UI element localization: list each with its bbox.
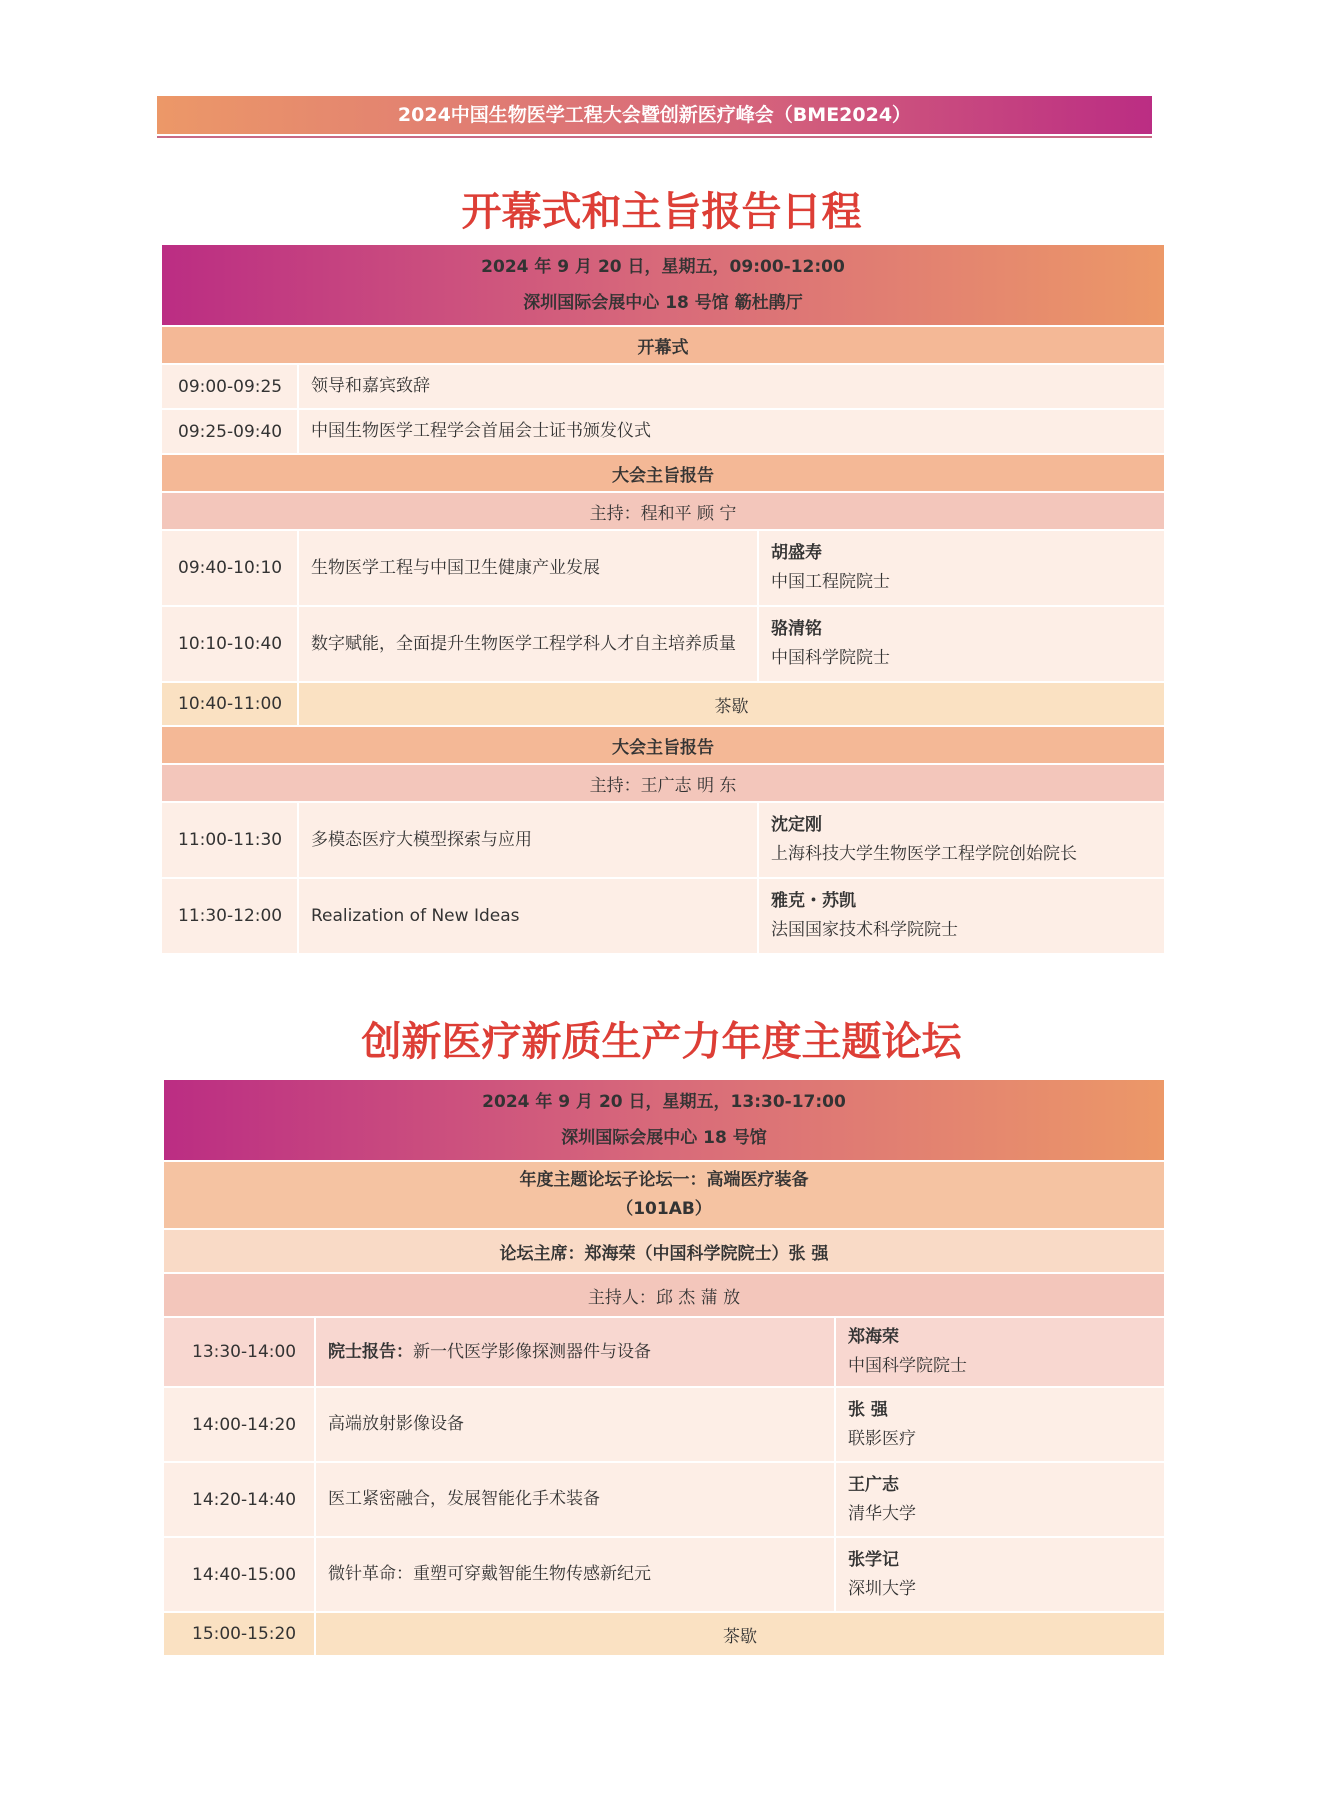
moderator-row: 主持：程和平 顾 宁 [161,492,1165,530]
speaker-cell [835,1462,1165,1537]
session-topic: 中国生物医学工程学会首届会士证书颁发仪式 [298,409,1165,454]
break-time: 10:40-11:00 [161,682,298,726]
session-topic: 微针革命：重塑可穿戴智能生物传感新纪元 [315,1537,835,1612]
section2-date: 2024 年 9 月 20 日，星期五，13:30-17:00 [482,1092,846,1112]
forum-schedule-table [162,1078,1166,1657]
conference-banner: 2024中国生物医学工程大会暨创新医疗峰会（BME2024） [157,96,1152,134]
speaker-cell [758,606,1165,682]
speaker-name: 骆清铭 [771,619,822,639]
session-topic: 多模态医疗大模型探索与应用 [298,802,758,878]
session-time: 11:00-11:30 [161,802,298,878]
table-row [161,606,1165,682]
speaker-affiliation: 联影医疗 [848,1428,916,1449]
session-time: 14:20-14:40 [163,1462,315,1537]
session-time: 09:40-10:10 [161,530,298,606]
table-row [161,802,1165,878]
session-time: 10:10-10:40 [161,606,298,682]
session-topic: 领导和嘉宾致辞 [298,364,1165,409]
section1-header [161,244,1165,326]
session-topic: 医工紧密融合，发展智能化手术装备 [315,1462,835,1537]
table-row [163,1387,1165,1462]
speaker-affiliation: 上海科技大学生物医学工程学院创始院长 [771,844,1077,864]
session-time: 14:00-14:20 [163,1387,315,1462]
section2-venue: 深圳国际会展中心 18 号馆 [561,1128,767,1148]
table-row [163,1317,1165,1387]
keynote-heading: 大会主旨报告 [161,454,1165,492]
speaker-cell [835,1317,1165,1387]
session-topic [315,1317,835,1387]
session-time: 14:40-15:00 [163,1537,315,1612]
keynote-heading: 大会主旨报告 [161,726,1165,764]
moderator-row: 主持：王广志 明 东 [161,764,1165,802]
speaker-name: 雅克・苏凯 [771,891,856,911]
tea-break-row [163,1612,1165,1656]
table-row [163,1537,1165,1612]
speaker-name: 张 强 [848,1399,888,1420]
session-topic: 高端放射影像设备 [315,1387,835,1462]
section1-title: 开幕式和主旨报告日程 [461,188,862,235]
break-label: 茶歇 [315,1612,1165,1656]
section2-header [163,1079,1165,1161]
session-topic: 数字赋能，全面提升生物医学工程学科人才自主培养质量 [298,606,758,682]
banner-divider [157,136,1152,138]
speaker-cell [758,802,1165,878]
topic-text: 新一代医学影像探测器件与设备 [413,1341,651,1362]
section2-title: 创新医疗新质生产力年度主题论坛 [361,1018,962,1065]
tea-break-row [161,682,1165,726]
speaker-name: 王广志 [848,1474,899,1495]
section1-date: 2024 年 9 月 20 日，星期五，09:00-12:00 [481,257,845,277]
speaker-name: 胡盛寿 [771,543,822,563]
table-row [161,530,1165,606]
session-topic: 生物医学工程与中国卫生健康产业发展 [298,530,758,606]
speaker-name: 张学记 [848,1549,899,1570]
speaker-affiliation: 法国国家技术科学院院士 [771,920,958,940]
table-row [161,364,1165,409]
speaker-affiliation: 中国工程院院士 [771,572,890,592]
topic-prefix: 院士报告： [328,1341,413,1362]
table-row [161,409,1165,454]
speaker-affiliation: 清华大学 [848,1503,916,1524]
section1-venue: 深圳国际会展中心 18 号馆 簕杜鹃厅 [523,293,803,313]
speaker-cell [758,530,1165,606]
moderator-row: 主持人：邱 杰 蒲 放 [163,1273,1165,1317]
table-row [161,878,1165,954]
speaker-name: 郑海荣 [848,1327,899,1347]
subforum-room: （101AB） [616,1199,712,1219]
speaker-name: 沈定刚 [771,815,822,835]
opening-ceremony-heading: 开幕式 [161,326,1165,364]
speaker-affiliation: 中国科学院院士 [848,1356,967,1376]
session-time: 13:30-14:00 [163,1317,315,1387]
break-label: 茶歇 [298,682,1165,726]
table-row [163,1462,1165,1537]
speaker-cell [758,878,1165,954]
speaker-cell [835,1537,1165,1612]
session-time: 11:30-12:00 [161,878,298,954]
speaker-affiliation: 中国科学院院士 [771,648,890,668]
subforum-title: 年度主题论坛子论坛一：高端医疗装备 [519,1170,809,1190]
session-time: 09:25-09:40 [161,409,298,454]
speaker-cell [835,1387,1165,1462]
session-time: 09:00-09:25 [161,364,298,409]
subforum-heading [163,1161,1165,1229]
speaker-affiliation: 深圳大学 [848,1578,916,1599]
session-topic: Realization of New Ideas [298,878,758,954]
opening-keynote-schedule-table [160,243,1166,955]
break-time: 15:00-15:20 [163,1612,315,1656]
forum-chair-row: 论坛主席：郑海荣（中国科学院院士）张 强 [163,1229,1165,1273]
